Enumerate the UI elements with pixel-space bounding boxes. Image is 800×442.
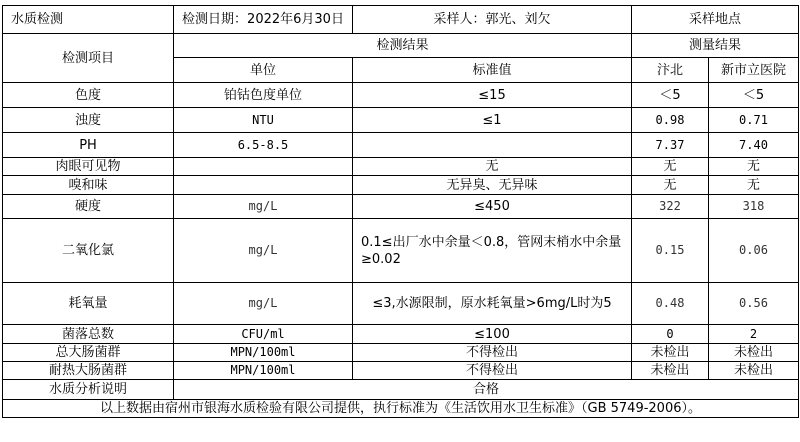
item-unit: NTU — [174, 108, 353, 133]
site-hospital-header: 新市立医院 — [709, 58, 799, 83]
item-name: 二氧化氯 — [3, 219, 174, 283]
item-header: 检测项目 — [3, 34, 174, 83]
analysis-value: 合格 — [174, 380, 799, 400]
site2-value: 未检出 — [709, 362, 799, 380]
table-row — [3, 133, 799, 158]
header-row — [3, 6, 799, 34]
site2-value: 2 — [709, 325, 799, 344]
analysis-label: 水质分析说明 — [3, 380, 174, 400]
item-name: 总大肠菌群 — [3, 344, 174, 362]
table-row — [3, 325, 799, 344]
table-row — [3, 344, 799, 362]
footer-row — [3, 400, 799, 418]
sampling-location-header: 采样地点 — [632, 6, 799, 34]
item-standard: ≤15 — [353, 83, 632, 108]
table-row — [3, 158, 799, 176]
standard-header: 标准值 — [353, 58, 632, 83]
item-standard: ≤3,水源限制，原水耗氧量>6mg/L时为5 — [353, 283, 632, 325]
item-name: PH — [3, 133, 174, 158]
item-standard: 无异臭、无异味 — [353, 176, 632, 195]
item-standard: ≤1 — [353, 108, 632, 133]
item-standard: 0.1≤出厂水中余量＜0.8，管网末梢水中余量≥0.02 — [353, 219, 632, 283]
table-row — [3, 219, 799, 283]
table-row — [3, 176, 799, 195]
site1-value: 0.15 — [632, 219, 709, 283]
report-title: 水质检测 — [3, 6, 174, 34]
site1-value: 无 — [632, 158, 709, 176]
table-row — [3, 195, 799, 219]
site2-value: 0.06 — [709, 219, 799, 283]
site1-value: 未检出 — [632, 344, 709, 362]
site-bianbei-header: 汴北 — [632, 58, 709, 83]
item-name: 耗氧量 — [3, 283, 174, 325]
table-row — [3, 362, 799, 380]
site1-value: 322 — [632, 195, 709, 219]
site2-value: 0.71 — [709, 108, 799, 133]
subheader-row — [3, 34, 799, 58]
site2-value: 无 — [709, 158, 799, 176]
test-date: 检测日期：2022年6月30日 — [174, 6, 353, 34]
site2-value: 未检出 — [709, 344, 799, 362]
table-row — [3, 83, 799, 108]
item-unit: mg/L — [174, 283, 353, 325]
item-unit — [174, 158, 353, 176]
analysis-row — [3, 380, 799, 400]
item-name: 菌落总数 — [3, 325, 174, 344]
site2-value: 无 — [709, 176, 799, 195]
item-standard — [353, 133, 632, 158]
item-unit: 6.5-8.5 — [174, 133, 353, 158]
item-name: 色度 — [3, 83, 174, 108]
item-unit: 铂钴色度单位 — [174, 83, 353, 108]
site1-value: ＜5 — [632, 83, 709, 108]
item-unit: mg/L — [174, 219, 353, 283]
item-name: 耐热大肠菌群 — [3, 362, 174, 380]
item-unit: mg/L — [174, 195, 353, 219]
site1-value: 未检出 — [632, 362, 709, 380]
item-standard: ≤100 — [353, 325, 632, 344]
site2-value: 7.40 — [709, 133, 799, 158]
table-row — [3, 108, 799, 133]
site1-value: 0.98 — [632, 108, 709, 133]
item-unit — [174, 176, 353, 195]
site2-value: 318 — [709, 195, 799, 219]
item-name: 浊度 — [3, 108, 174, 133]
site2-value: ＜5 — [709, 83, 799, 108]
item-unit: MPN/100ml — [174, 344, 353, 362]
samplers: 采样人：郭光、刘欠 — [353, 6, 632, 34]
item-standard: 不得检出 — [353, 362, 632, 380]
footer-note: 以上数据由宿州市银海水质检验有限公司提供，执行标准为《生活饮用水卫生标准》（GB 5749-2006）。 — [3, 400, 799, 418]
item-name: 硬度 — [3, 195, 174, 219]
result-header: 检测结果 — [174, 34, 632, 58]
site1-value: 7.37 — [632, 133, 709, 158]
item-unit: MPN/100ml — [174, 362, 353, 380]
item-standard: ≤450 — [353, 195, 632, 219]
item-standard: 不得检出 — [353, 344, 632, 362]
unit-header: 单位 — [174, 58, 353, 83]
item-unit: CFU/ml — [174, 325, 353, 344]
site1-value: 无 — [632, 176, 709, 195]
site2-value: 0.56 — [709, 283, 799, 325]
site1-value: 0.48 — [632, 283, 709, 325]
item-standard: 无 — [353, 158, 632, 176]
site1-value: 0 — [632, 325, 709, 344]
item-name: 嗅和味 — [3, 176, 174, 195]
item-name: 肉眼可见物 — [3, 158, 174, 176]
table-row — [3, 283, 799, 325]
measure-header: 测量结果 — [632, 34, 799, 58]
water-quality-table — [2, 5, 799, 418]
